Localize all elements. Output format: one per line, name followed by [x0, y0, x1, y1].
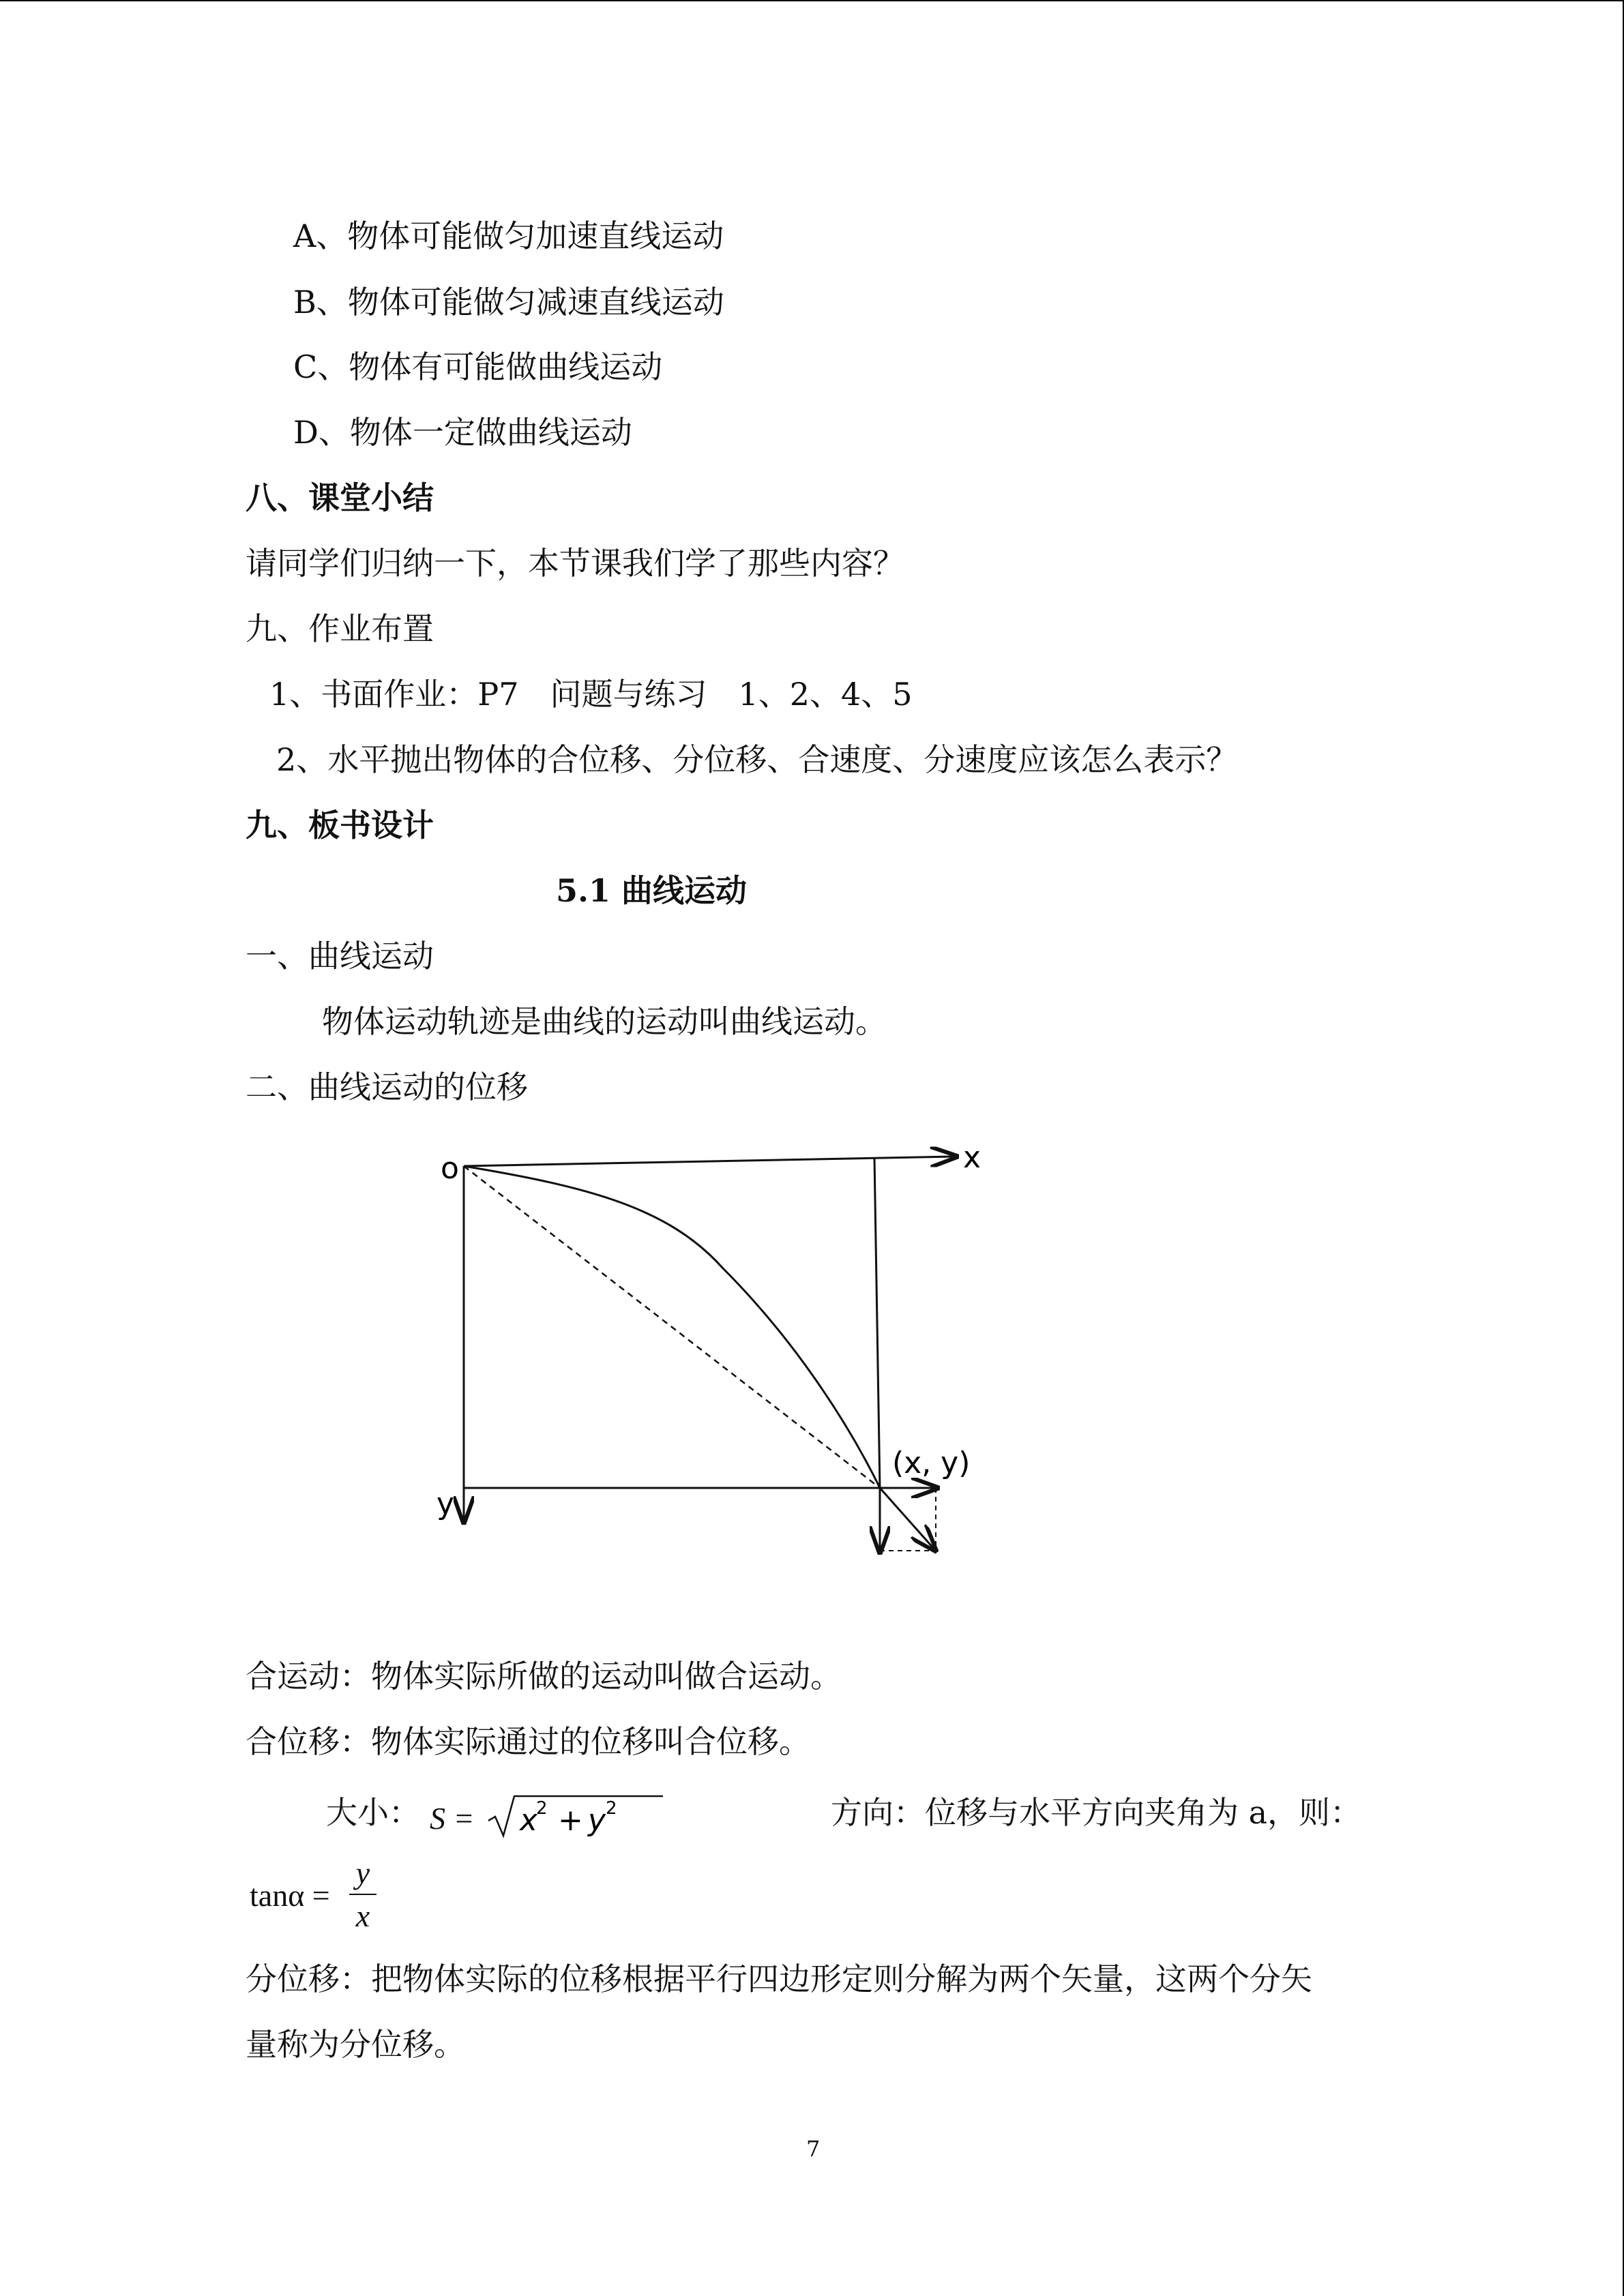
magnitude-label: 大小：	[326, 1794, 420, 1831]
section8-title: 八、课堂小结	[246, 479, 434, 516]
component-def-line2: 量称为分位移。	[246, 2026, 465, 2063]
option-b: B、物体可能做匀减速直线运动	[293, 284, 724, 320]
svg-text:+: +	[558, 1803, 584, 1838]
y-axis-label: y	[437, 1487, 455, 1521]
section9-title: 九、作业布置	[246, 610, 434, 647]
tan-denominator: x	[355, 1898, 370, 1933]
sqrt-expression	[484, 1793, 668, 1841]
point-label: (x, y)	[892, 1446, 971, 1480]
magnitude-formula	[430, 1793, 668, 1841]
tan-fraction	[349, 1855, 377, 1934]
section9b-title: 九、板书设计	[246, 807, 434, 844]
option-d: D、物体一定做曲线运动	[293, 414, 632, 451]
x-axis	[464, 1157, 955, 1166]
resultant-arrow	[880, 1488, 934, 1549]
resultant-motion-def: 合运动：物体实际所做的运动叫做合运动。	[246, 1658, 842, 1695]
resultant-displacement-def: 合位移：物体实际通过的位移叫合位移。	[246, 1723, 810, 1760]
part1-body: 物体运动轨迹是曲线的运动叫曲线运动。	[322, 1003, 887, 1040]
component-def-line1: 分位移：把物体实际的位移根据平行四边形定则分解为两个矢量，这两个分矢	[246, 1960, 1312, 1997]
homework-item-1: 1、书面作业：P7 问题与练习 1、2、4、5	[269, 676, 913, 713]
svg-text:2: 2	[536, 1798, 548, 1819]
tan-lhs	[250, 1877, 330, 1915]
tan-numerator: y	[355, 1855, 370, 1890]
part2-title: 二、曲线运动的位移	[246, 1069, 528, 1105]
homework-item-2: 2、水平抛出物体的合位移、分位移、合速度、分速度应该怎么表示？	[276, 741, 1238, 778]
direction-def: 方向：位移与水平方向夹角为 a，则：	[831, 1794, 1362, 1831]
svg-text:2: 2	[606, 1798, 617, 1819]
page-number: 7	[806, 2136, 821, 2162]
fraction-bar	[349, 1894, 377, 1895]
part1-title: 一、曲线运动	[246, 938, 434, 974]
displacement-diagram	[423, 1132, 1037, 1568]
displacement-dashed	[464, 1166, 880, 1488]
svg-text:x: x	[520, 1803, 538, 1838]
x-axis-label: x	[963, 1140, 981, 1175]
tan-lhs-text: tanα =	[250, 1878, 330, 1913]
svg-text:y: y	[588, 1803, 606, 1838]
board-heading: 5.1 曲线运动	[556, 872, 748, 909]
page-top-border	[0, 0, 1624, 1]
vertical-guide	[874, 1158, 880, 1488]
option-a: A、物体可能做匀加速直线运动	[293, 218, 724, 254]
magnitude-lhs: S =	[430, 1801, 475, 1836]
section8-body: 请同学们归纳一下，本节课我们学了那些内容？	[246, 545, 904, 582]
option-c: C、物体有可能做曲线运动	[293, 348, 663, 385]
origin-label: o	[441, 1151, 459, 1186]
